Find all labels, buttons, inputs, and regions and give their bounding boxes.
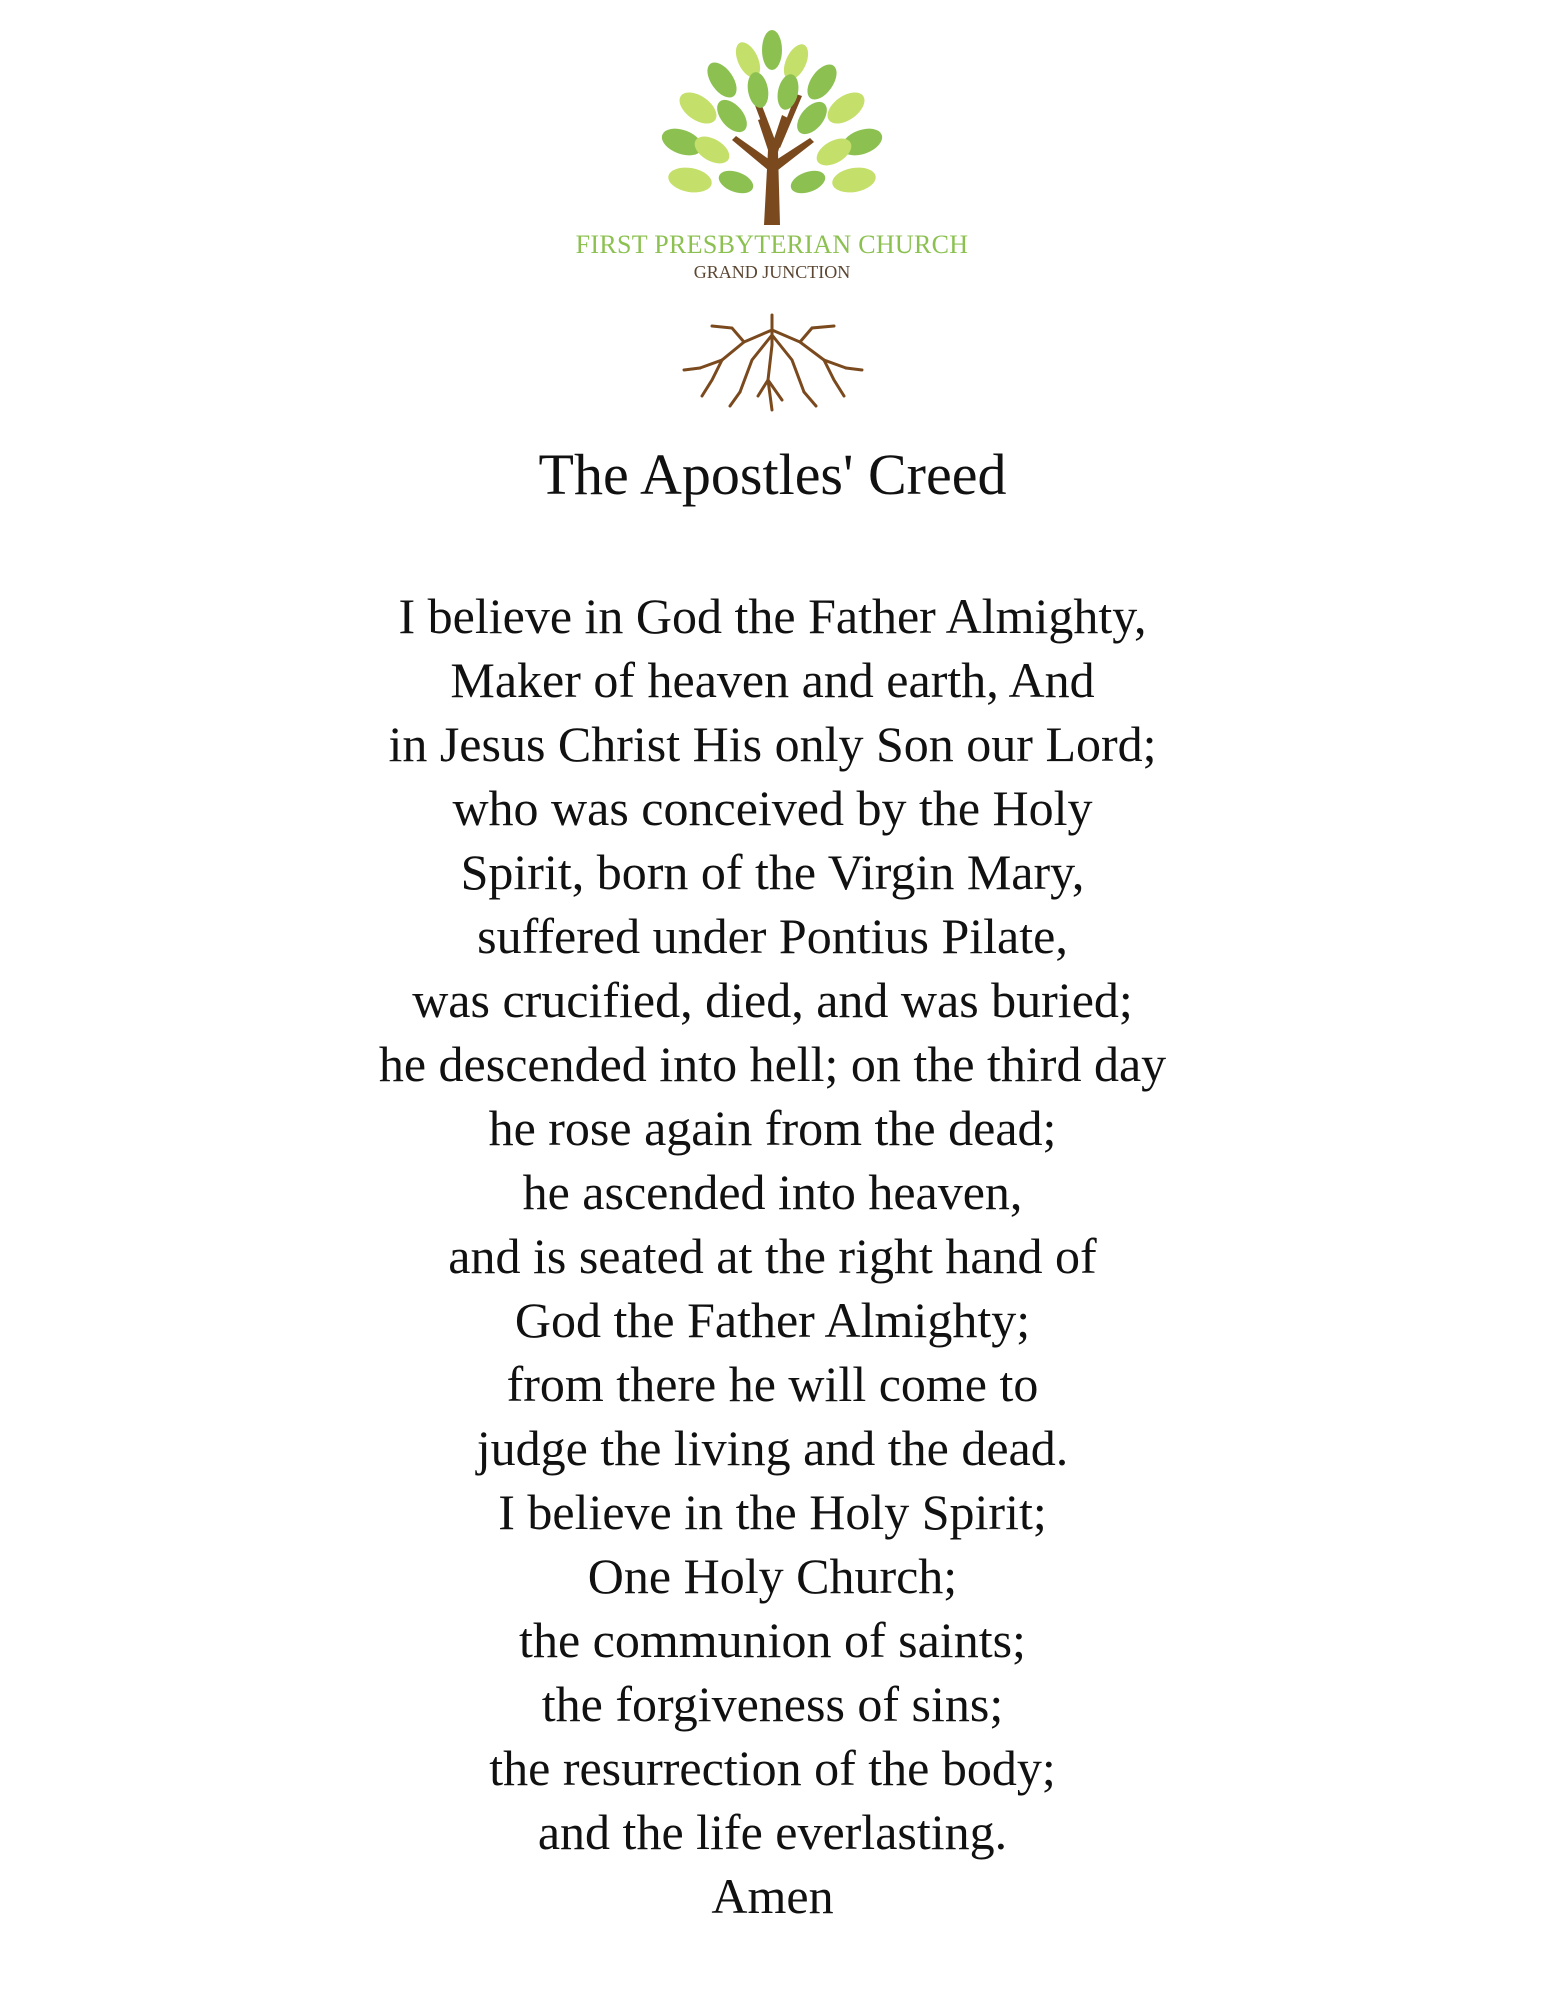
creed-line: Spirit, born of the Virgin Mary, — [460, 844, 1085, 900]
creed-line: the forgiveness of sins; — [541, 1676, 1004, 1732]
creed-text — [0, 584, 1545, 1928]
creed-line: who was conceived by the Holy — [452, 780, 1093, 836]
page-title: The Apostles' Creed — [538, 442, 1007, 507]
creed-line: in Jesus Christ His only Son our Lord; — [388, 716, 1157, 772]
creed-line: and is seated at the right hand of — [448, 1228, 1097, 1284]
creed-line: was crucified, died, and was buried; — [412, 972, 1133, 1028]
creed-line: judge the living and the dead. — [476, 1420, 1069, 1476]
creed-line: the communion of saints; — [519, 1612, 1026, 1668]
creed-line: he rose again from the dead; — [488, 1100, 1057, 1156]
church-logo — [572, 30, 972, 420]
creed-line: he descended into hell; on the third day — [378, 1036, 1167, 1092]
creed-line: I believe in the Holy Spirit; — [498, 1484, 1047, 1540]
creed-line: he ascended into heaven, — [522, 1164, 1023, 1220]
church-name: FIRST PRESBYTERIAN CHURCH — [575, 230, 969, 259]
creed-line: I believe in God the Father Almighty, — [398, 588, 1147, 644]
creed-line: Maker of heaven and earth, And — [450, 652, 1095, 708]
creed-line: God the Father Almighty; — [514, 1292, 1031, 1348]
church-location: GRAND JUNCTION — [693, 262, 851, 282]
creed-line-amen: Amen — [711, 1868, 834, 1924]
creed-line: and the life everlasting. — [537, 1804, 1008, 1860]
creed-line: One Holy Church; — [587, 1548, 958, 1604]
creed-line: the resurrection of the body; — [489, 1740, 1056, 1796]
tree-icon — [572, 30, 972, 420]
creed-line: from there he will come to — [506, 1356, 1039, 1412]
creed-line: suffered under Pontius Pilate, — [477, 908, 1068, 964]
